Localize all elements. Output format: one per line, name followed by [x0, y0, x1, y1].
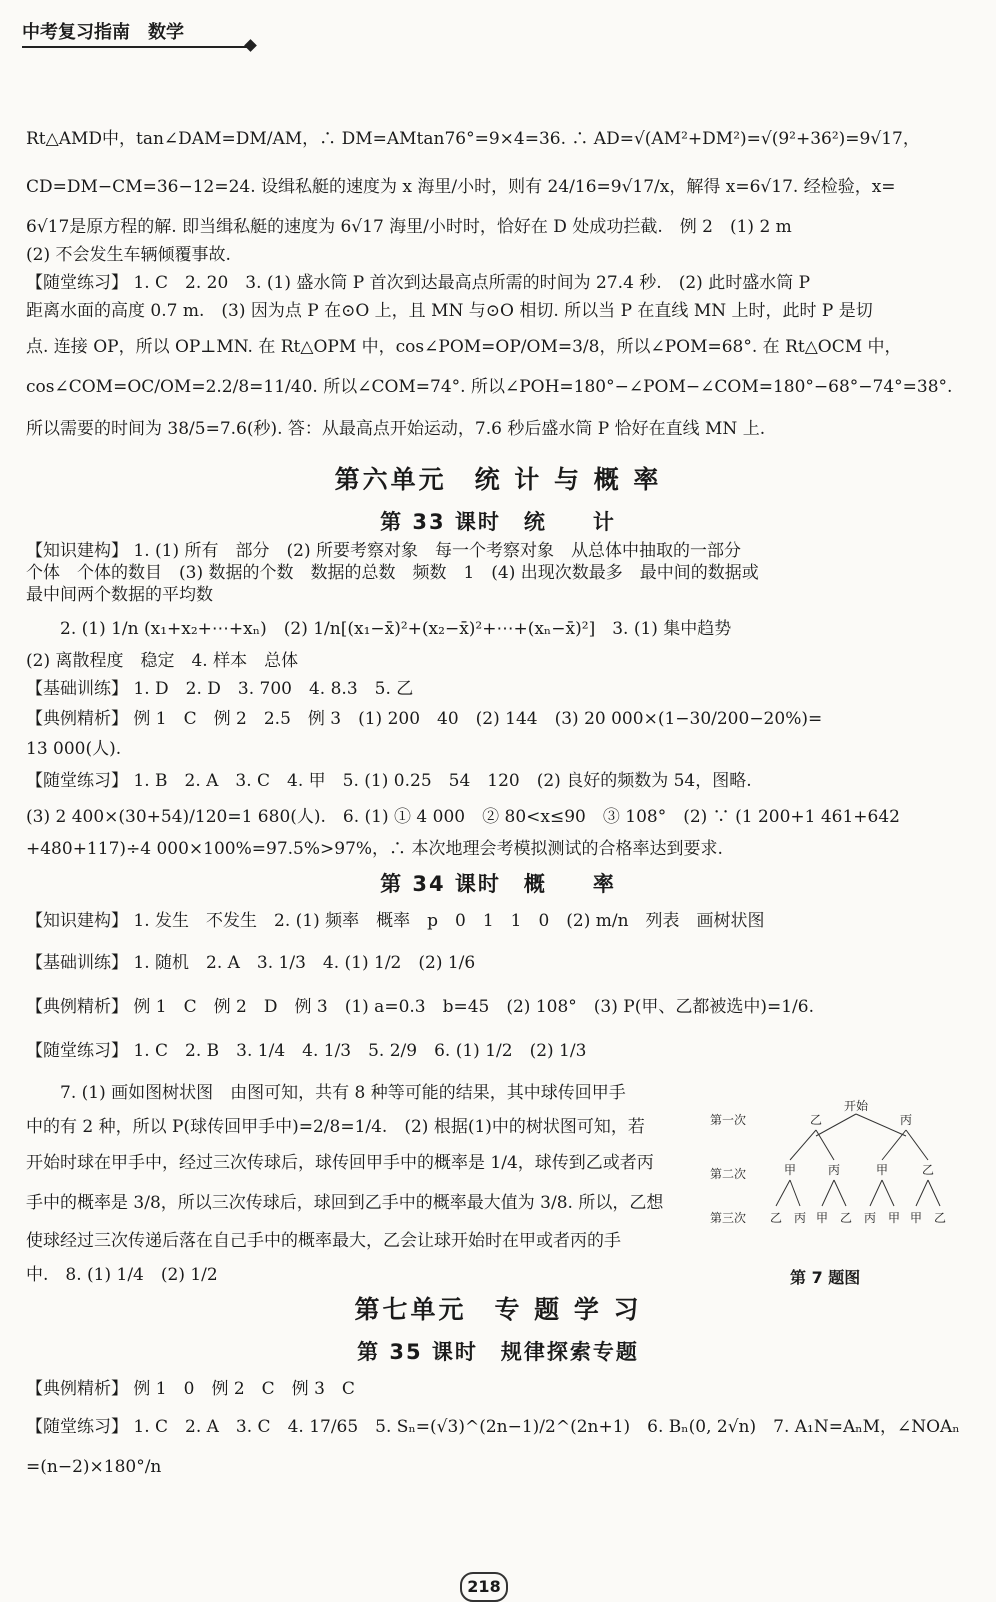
tree-leaf: 丙: [793, 1211, 807, 1225]
header-rule: [22, 46, 250, 48]
text-line: 【随堂练习】 1. B 2. A 3. C 4. 甲 5. (1) 0.25 54 120 (2) 良好的频数为 54，图略.: [26, 771, 752, 791]
text-line: 中的有 2 种，所以 P(球传回甲手中)=2/8=1/4. (2) 根据(1)中的树状图可知，若: [26, 1117, 645, 1137]
text-line: Rt△AMD中，tan∠DAM=DM/AM，∴ DM=AMtan76°=9×4=36. ∴ AD=√(AM²+DM²)=√(9²+36²)=9√17，: [26, 129, 920, 149]
text-line: (3) 2 400×(30+54)/120=1 680(人). 6. (1) ① 4 000 ② 80<x≤90 ③ 108° (2) ∵ (1 200+1 461+642: [26, 807, 900, 827]
text-line: (2) 不会发生车辆倾覆事故.: [26, 245, 231, 265]
tree-node: 丙: [899, 1113, 913, 1127]
tree-leaf: 甲: [887, 1211, 901, 1225]
text-line: 7. (1) 画如图树状图 由图可知，共有 8 种等可能的结果，其中球传回甲手: [60, 1083, 626, 1103]
lesson-title: 第 35 课时 规律探索专题: [357, 1340, 639, 1364]
lesson-title: 第 34 课时 概 率: [380, 872, 616, 896]
text-line: =(n−2)×180°/n: [26, 1457, 162, 1477]
text-line: 【随堂练习】 1. C 2. A 3. C 4. 17/65 5. Sₙ=(√3)^(2n−1)/2^(2n+1) 6. Bₙ(0, 2√n) 7. A₁N=AₙM，∠NOAₙ: [26, 1417, 960, 1437]
tree-branch: [856, 1114, 906, 1136]
header-title: 中考复习指南 数学: [22, 22, 184, 43]
tree-start: 开始: [843, 1099, 869, 1113]
tree-branch: [882, 1180, 894, 1206]
text-line: 【典例精析】 例 1 0 例 2 C 例 3 C: [26, 1379, 355, 1399]
tree-branch: [834, 1180, 846, 1206]
text-line: 【知识建构】 1. (1) 所有 部分 (2) 所要考察对象 每一个考察对象 从总体中抽取的一部分: [26, 541, 741, 561]
tree-leaf: 乙: [839, 1211, 853, 1225]
text-line: 2. (1) 1/n (x₁+x₂+⋯+xₙ) (2) 1/n[(x₁−x̄)²+(x₂−x̄)²+⋯+(xₙ−x̄)²] 3. (1) 集中趋势: [60, 619, 732, 639]
tree-leaf: 丙: [863, 1211, 877, 1225]
tree-branch: [916, 1180, 928, 1206]
text-line: 点. 连接 OP，所以 OP⊥MN. 在 Rt△OPM 中，cos∠POM=OP/OM=3/8，所以∠POM=68°. 在 Rt△OCM 中，: [26, 337, 902, 357]
text-line: 个体 个体的数目 (3) 数据的个数 数据的总数 频数 1 (4) 出现次数最多 最中间的数据或: [26, 563, 759, 583]
header-diamond: [244, 39, 257, 52]
unit-title: 第六单元 统 计 与 概 率: [334, 465, 662, 494]
text-line: 【典例精析】 例 1 C 例 2 D 例 3 (1) a=0.3 b=45 (2) 108° (3) P(甲、乙都被选中)=1/6.: [26, 997, 814, 1017]
tree-row-label: 第一次: [710, 1113, 747, 1127]
tree-branch: [928, 1180, 940, 1206]
text-line: 【知识建构】 1. 发生 不发生 2. (1) 频率 概率 p 0 1 1 0 (2) m/n 列表 画树状图: [26, 911, 765, 931]
unit-title: 第七单元 专 题 学 习: [354, 1295, 642, 1324]
text-line: 【随堂练习】 1. C 2. B 3. 1/4 4. 1/3 5. 2/9 6. (1) 1/2 (2) 1/3: [26, 1041, 587, 1061]
text-line: 6√17是原方程的解. 即当缉私艇的速度为 6√17 海里/小时时，恰好在 D 处成功拦截. 例 2 (1) 2 m: [26, 217, 792, 237]
figure-caption: 第 7 题图: [790, 1268, 861, 1287]
tree-branch: [790, 1130, 816, 1160]
text-line: 13 000(人).: [26, 739, 122, 759]
text-line: +480+117)÷4 000×100%=97.5%>97%，∴ 本次地理会考模拟测试的合格率达到要求.: [26, 839, 723, 859]
tree-row-label: 第二次: [710, 1167, 747, 1181]
tree-branch: [882, 1130, 906, 1160]
text-line: 中. 8. (1) 1/4 (2) 1/2: [26, 1265, 218, 1285]
text-line: 【基础训练】 1. D 2. D 3. 700 4. 8.3 5. 乙: [26, 679, 414, 699]
tree-node: 乙: [809, 1113, 823, 1127]
text-line: 使球经过三次传递后落在自己手中的概率最大，乙会让球开始时在甲或者丙的手: [26, 1231, 621, 1251]
text-line: 所以需要的时间为 38/5=7.6(秒). 答：从最高点开始运动，7.6 秒后盛水筒 P 恰好在直线 MN 上.: [26, 419, 766, 439]
tree-node: 丙: [827, 1163, 841, 1177]
tree-leaf: 乙: [933, 1211, 947, 1225]
tree-branch: [790, 1180, 800, 1206]
lesson-title: 第 33 课时 统 计: [380, 510, 616, 534]
tree-branch: [822, 1180, 834, 1206]
page-number: 218: [460, 1572, 508, 1602]
tree-leaf: 甲: [815, 1211, 829, 1225]
text-line: CD=DM−CM=36−12=24. 设缉私艇的速度为 x 海里/小时，则有 24/16=9√17/x，解得 x=6√17. 经检验，x=: [26, 177, 896, 197]
tree-branch: [816, 1130, 834, 1160]
text-line: 【典例精析】 例 1 C 例 2 2.5 例 3 (1) 200 40 (2) 144 (3) 20 000×(1−30/200−20%)=: [26, 709, 823, 729]
text-line: cos∠COM=OC/OM=2.2/8=11/40. 所以∠COM=74°. 所以∠POH=180°−∠POM−∠COM=180°−68°−74°=38°.: [26, 377, 953, 397]
tree-node: 甲: [783, 1163, 797, 1177]
text-line: 手中的概率是 3/8，所以三次传球后，球回到乙手中的概率最大值为 3/8. 所以，乙想: [26, 1193, 664, 1213]
tree-row-label: 第三次: [710, 1211, 747, 1225]
text-line: 开始时球在甲手中，经过三次传球后，球传回甲手中的概率是 1/4，球传到乙或者丙: [26, 1153, 654, 1173]
text-line: (2) 离散程度 稳定 4. 样本 总体: [26, 651, 299, 671]
text-line: 【随堂练习】 1. C 2. 20 3. (1) 盛水筒 P 首次到达最高点所需的时间为 27.4 秒. (2) 此时盛水筒 P: [26, 273, 811, 293]
tree-branch: [870, 1180, 882, 1206]
text-line: 最中间两个数据的平均数: [26, 585, 213, 605]
tree-node: 乙: [921, 1163, 935, 1177]
text-line: 距离水面的高度 0.7 m. (3) 因为点 P 在⊙O 上，且 MN 与⊙O 相切. 所以当 P 在直线 MN 上时，此时 P 是切: [26, 301, 873, 321]
tree-branch: [776, 1180, 790, 1206]
tree-leaf: 甲: [909, 1211, 923, 1225]
text-line: 【基础训练】 1. 随机 2. A 3. 1/3 4. (1) 1/2 (2) 1/6: [26, 953, 476, 973]
tree-node: 甲: [875, 1163, 889, 1177]
tree-leaf: 乙: [769, 1211, 783, 1225]
tree-branch: [906, 1130, 928, 1160]
